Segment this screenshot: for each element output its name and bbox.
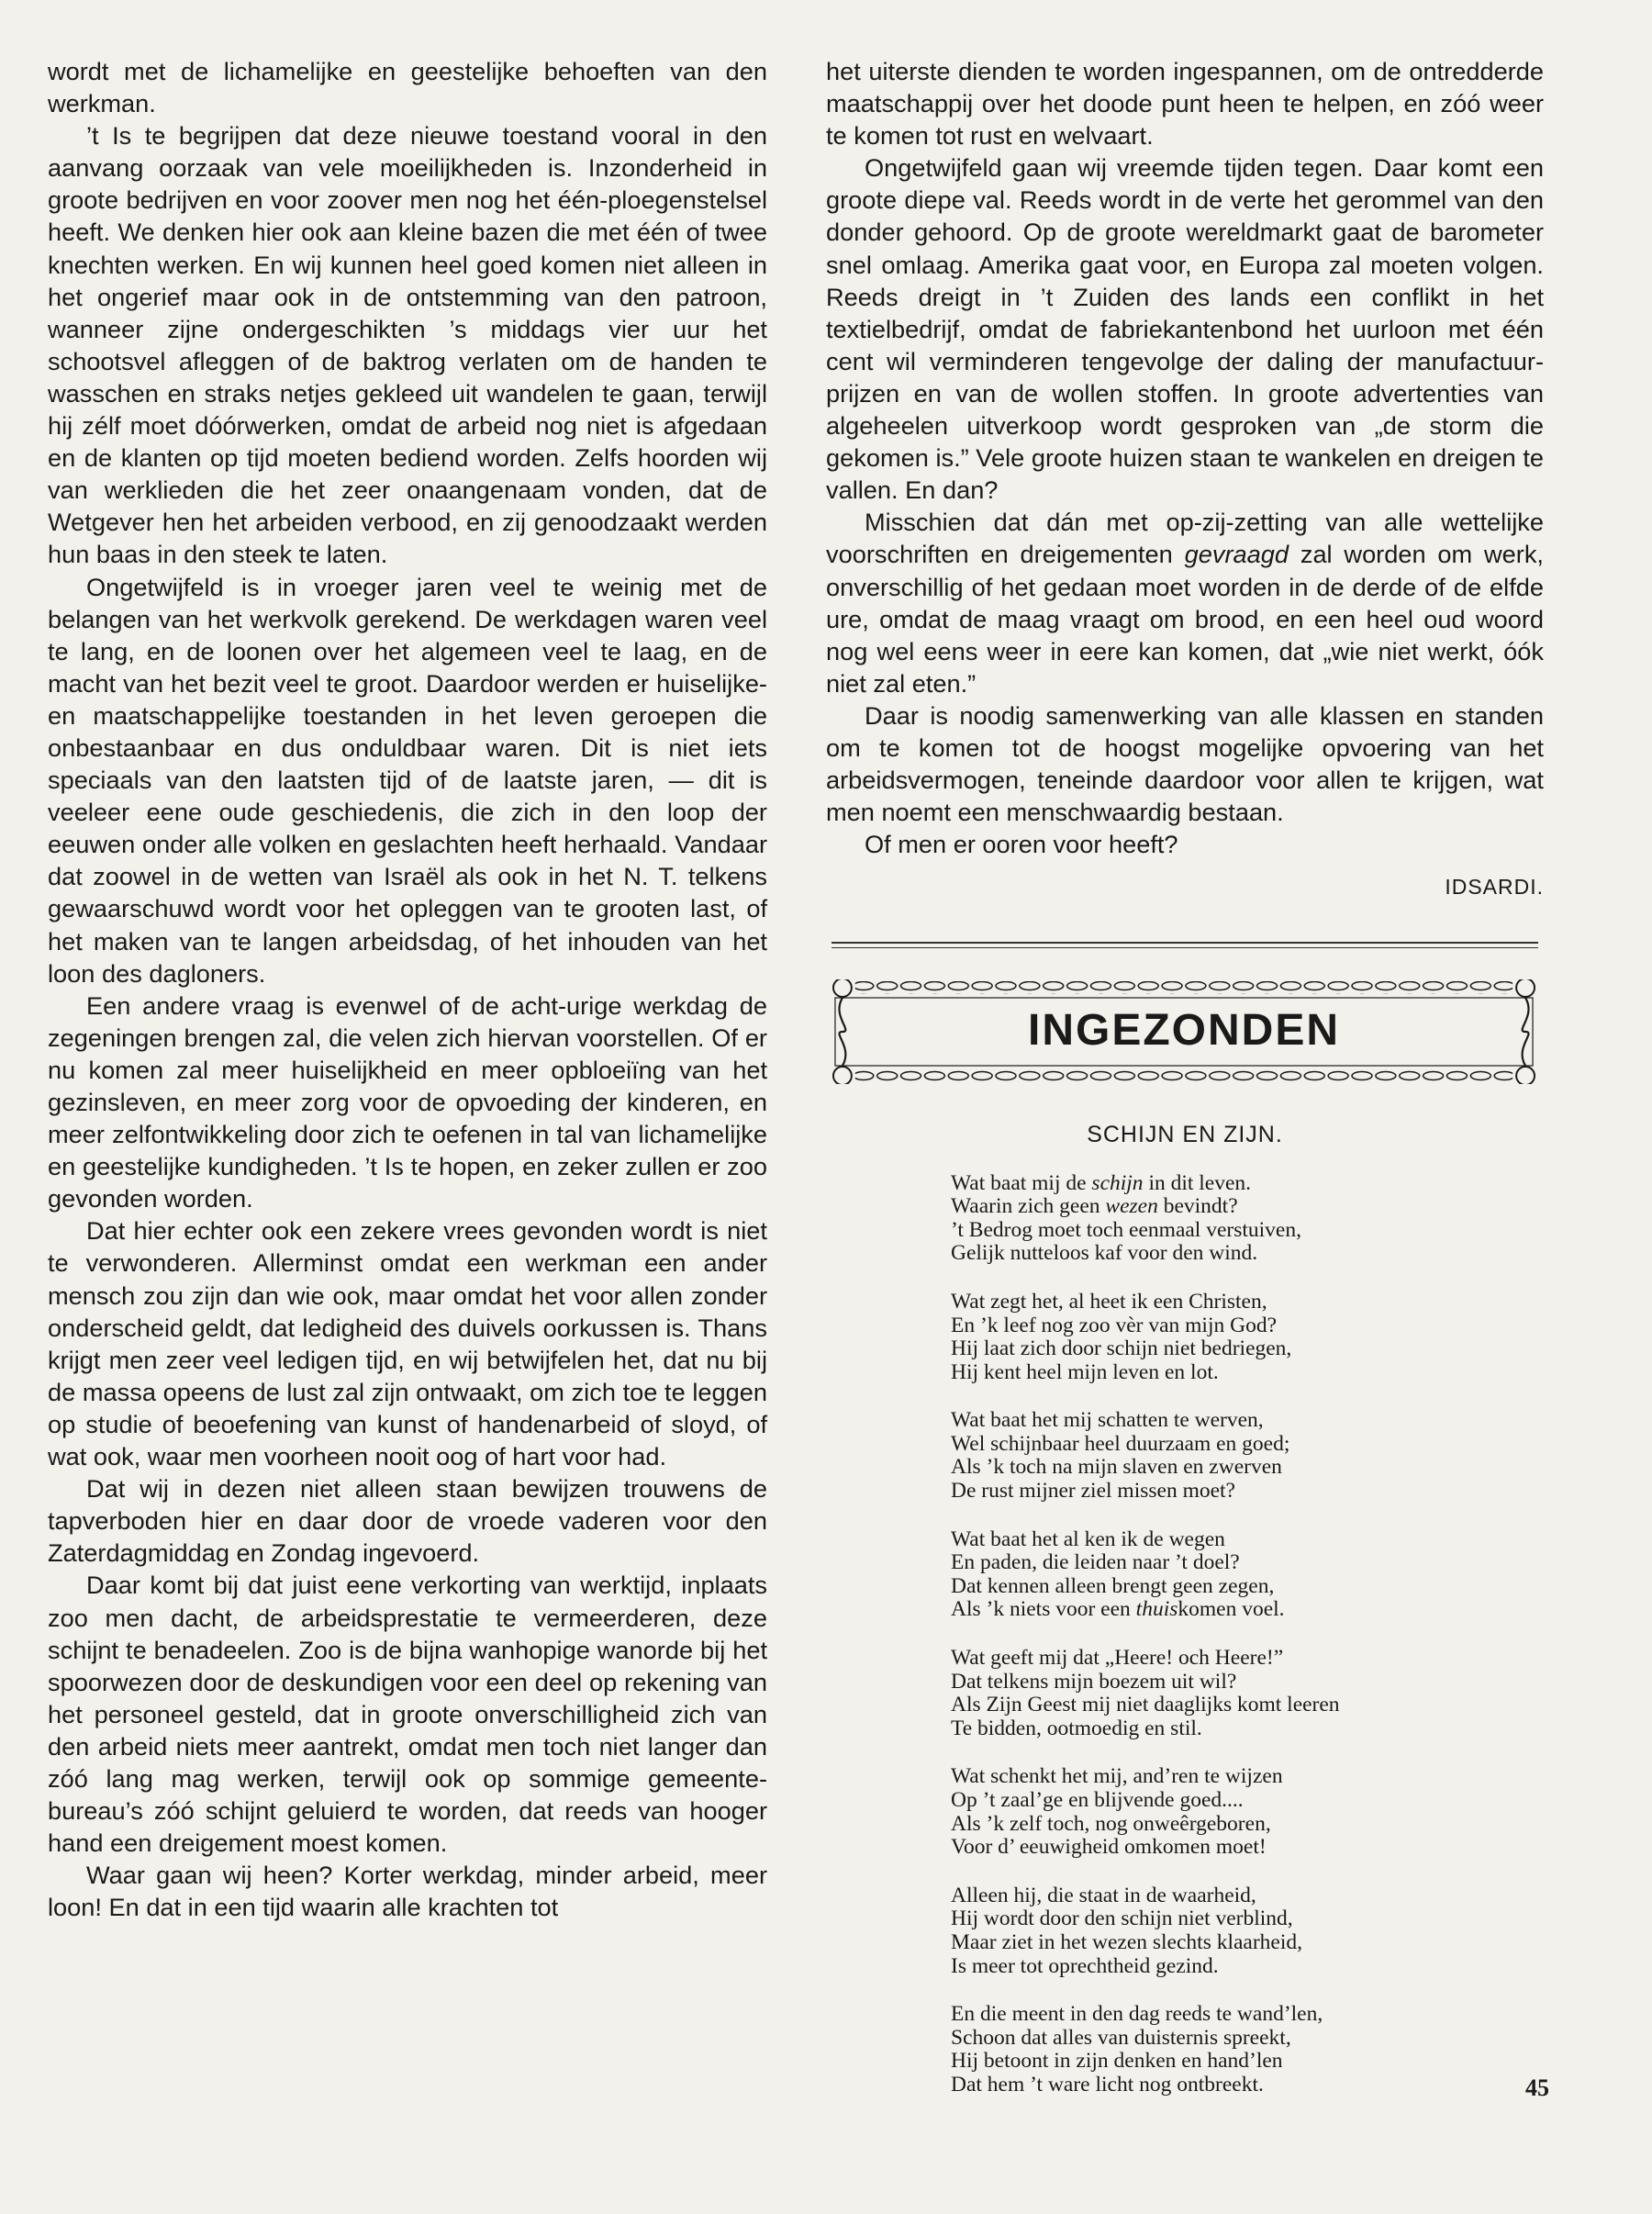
article-paragraph: Of men er ooren voor heeft? [865, 830, 1178, 859]
article-paragraph: ’t Is te begrijpen dat deze nieuwe toestand vooral in den aanvang oorzaak van vele moeilijkheden is. Inzonderheid in groote bedrijven en voor zoover men nog het één-ploegenstelsel heeft. We denken hier ook aan kleine bazen die met één of twee knechten werken. En wij kunnen heel goed komen niet alleen in het ongerief maar ook in de ontstemming van den patroon, wanneer zijne ondergeschikten ’s middags vier uur het schootsvel afleggen of de baktrog verlaten om de handen te wasschen en straks netjes gekleed uit wandelen te gaan, terwijl hij zélf moet dóórwerken, omdat de arbeid nog niet is afgedaan en de klanten op tijd moeten bediend worden. Zelfs hoorden wij van werklieden die het zeer onaangenaam vonden, dat de Wetgever hen het arbeiden verbood, en zij genoodzaakt werden hun baas in den steek te laten. [48, 121, 767, 569]
paragraph-text: zal worden om werk, onverschillig of het gedaan moet worden in de derde of de elfde ure, omdat de maag vraagt om brood, en een heel oud woord nog wel eens weer in eere kan komen, dat „wie niet werkt, óók niet zal eten.” [826, 540, 1544, 698]
author-signature: IDSARDI. [1445, 875, 1544, 900]
emphasized-word: wezen [1105, 1194, 1158, 1219]
poem-line [951, 1907, 1544, 1931]
poem-line [951, 1551, 1544, 1575]
poem-line [951, 1598, 1544, 1622]
poem-text: Schoon dat alles van duisternis spreekt, [951, 2025, 1291, 2050]
poem-text: in dit leven. [1143, 1170, 1252, 1195]
poem-text: Alleen hij, die staat in de waarheid, [951, 1883, 1256, 1907]
poem-line [951, 1195, 1544, 1219]
poem-line [951, 1433, 1544, 1457]
poem-line [951, 1671, 1544, 1694]
poem-line [951, 2003, 1544, 2027]
poem-line [951, 1314, 1544, 1338]
poem-line [951, 1694, 1544, 1717]
article-paragraph: wordt met de lichamelijke en geestelijke behoeften van den werkman. [48, 57, 767, 118]
left-article-column [48, 55, 767, 1923]
page-number: 45 [1525, 2074, 1549, 2101]
article-paragraph: Dat hier echter ook een zekere vrees gevonden wordt is niet te verwonderen. Allerminst omdat een werkman een ander mensch zou zijn dan wie ook, maar omdat het voor allen zonder onderscheid geldt, dat ledigheid des duivels oorkussen is. Thans krijgt men zeer veel ledigen tijd, en wij betwijfelen het, dat nu bij de massa opeens de lust zal zijn ontwaakt, om zich toe te leggen op studie of beoefening van kunst of handenarbeid of sloyd, of wat ook, waar men voorheen nooit oog of hart voor had. [48, 1216, 767, 1471]
poem-text: ’t Bedrog moet toch eenmaal verstuiven, [951, 1217, 1301, 1242]
article-paragraph: Ongetwijfeld gaan wij vreemde tijden tegen. Daar komt een groote diepe val. Reeds wordt in de verte het gerommel van den donder gehoord. Op de groote wereldmarkt gaat de barometer snel omlaag. Amerika gaat voor, en Europa zal moeten volgen. Reeds dreigt in ’t Zuiden des lands een conflikt in het textielbedrijf, omdat de fabriekantenbond het uurloon met één cent wil verminderen tengevolge der daling der manufactuur-prijzen en van de wollen stoffen. In groote advertenties van algeheelen uitverkoop wordt gesproken van „de storm die gekomen is.” Vele groote huizen staan te wankelen en dreigen te vallen. En dan? [826, 153, 1544, 505]
poem-text: Is meer tot oprechtheid gezind. [951, 1953, 1219, 1978]
poem-line [951, 2050, 1544, 2074]
poem-line [951, 1291, 1544, 1314]
article-paragraph: Waar gaan wij heen? Korter werkdag, minder arbeid, meer loon! En dat in een tijd waarin alle krachten tot [48, 1861, 767, 1922]
poem-line [951, 1242, 1544, 1266]
poem-line [951, 1575, 1544, 1599]
poem-text: Wat zegt het, al heet ik een Christen, [951, 1289, 1267, 1314]
poem-text: En ’k leef nog zoo vèr van mijn God? [951, 1313, 1278, 1337]
poem-line [951, 1528, 1544, 1552]
article-paragraph: het uiterste dienden te worden ingespannen, om de ontredderde maatschappij over het doode punt heen te helpen, en zóó weer te komen tot rust en welvaart. [826, 57, 1544, 151]
poem-stanza [951, 1409, 1544, 1503]
poem-line [951, 1480, 1544, 1504]
poem-text: Wel schijnbaar heel duurzaam en goed; [951, 1431, 1290, 1456]
poem-stanza [951, 1765, 1544, 1859]
emphasized-word: schijn [1091, 1170, 1144, 1195]
poem-line [951, 1955, 1544, 1979]
poem-line [951, 1884, 1544, 1908]
poem-text: Maar ziet in het wezen slechts klaarheid, [951, 1929, 1303, 1954]
poem-stanza [951, 1647, 1544, 1740]
poem-stanza [951, 2003, 1544, 2097]
poem-line [951, 1717, 1544, 1741]
paragraph-text: Misschien dat dán met op-zij-zetting van alle wettelijke voorschriften en dreigementen [826, 508, 1544, 569]
poem-line [951, 1836, 1544, 1860]
emphasized-word: thuis [1135, 1597, 1178, 1622]
poem-line [951, 1409, 1544, 1433]
poem-text: Wat schenkt het mij, and’ren te wijzen [951, 1764, 1283, 1789]
poem-line [951, 1172, 1544, 1196]
poem-stanza [951, 1528, 1544, 1622]
poem-line [951, 1337, 1544, 1361]
poem-line [951, 1931, 1544, 1955]
poem-text: Hij wordt door den schijn niet verblind, [951, 1906, 1293, 1931]
article-paragraph: Een andere vraag is evenwel of de acht-urige werkdag de zegeningen brengen zal, die velen zich hiervan voorstellen. Of er nu komen zal meer huiselijkheid en meer opbloeiïng van het gezinsleven, en meer zorg voor de opvoeding der kinderen, en meer zelfontwikkeling door zich te oefenen in tal van lichamelijke en geestelijke kundigheden. ’t Is te hopen, en zeker zullen er zoo gevonden worden. [48, 990, 767, 1213]
poem-text: Wat baat het al ken ik de wegen [951, 1526, 1225, 1551]
poem-line [951, 1456, 1544, 1480]
emphasized-word: gevraagd [1184, 540, 1289, 569]
poem-text: En die meent in den dag reeds te wand’len, [951, 2002, 1323, 2027]
poem-stanza [951, 1291, 1544, 1384]
poem-text: Wat baat mij de [951, 1170, 1092, 1195]
poem-text: Als ’k zelf toch, nog onweêrgeboren, [951, 1811, 1271, 1836]
article-paragraph [826, 506, 1544, 699]
poem-line [951, 1647, 1544, 1671]
poem-body [951, 1172, 1544, 2097]
poem-text: Als ’k toch na mijn slaven en zwerven [951, 1455, 1282, 1480]
poem-line [951, 1361, 1544, 1385]
section-title: INGEZONDEN [1027, 1006, 1340, 1056]
poem-text: Hij laat zich door schijn niet bedriegen, [951, 1336, 1292, 1361]
poem-text: Dat hem ’t ware licht nog ontbreekt. [951, 2072, 1264, 2097]
poem-line [951, 1789, 1544, 1813]
poem-text: Als Zijn Geest mij niet daaglijks komt leeren [951, 1693, 1340, 1717]
section-divider [832, 942, 1538, 944]
right-article-column [826, 55, 1544, 2122]
article-paragraph: Ongetwijfeld is in vroeger jaren veel te weinig met de belangen van het werkvolk gerekend. De werkdagen waren veel te lang, en de loonen over het algemeen veel te laag, en de macht van het bezit veel te groot. Daardoor werden er huiselijke- en maatschappelijke toestanden in het leven geroepen die onbestaanbaar en dus onduldbaar waren. Dit is niet iets speciaals van den laatsten tijd of de laatste jaren, — dit is veeleer eene oude geschiedenis, die zich in den loop der eeuwen onder alle volken en geslachten heeft herhaald. Vandaar dat zoowel in de wetten van Israël als ook in het N. T. telkens gewaarschuwd wordt voor het opleggen van te grooten last, of het maken van te langen arbeidsdag, of het inhouden van het loon des dagloners. [48, 572, 767, 988]
poem-text: Dat telkens mijn boezem uit wil? [951, 1669, 1237, 1694]
poem-text: komen voel. [1178, 1597, 1285, 1622]
poem-title: SCHIJN EN ZIJN. [1087, 1122, 1283, 1148]
poem-line [951, 1219, 1544, 1243]
poem-text: Hij kent heel mijn leven en lot. [951, 1359, 1219, 1384]
article-paragraph: Daar komt bij dat juist eene verkorting van werktijd, inplaats zoo men dacht, de arbeidsprestatie te vermeerderen, deze schijnt te benadeelen. Zoo is de bijna wanhopige wanorde bij het spoorwezen door de deskundigen voor een deel op rekening van het personeel gesteld, dat in groote onverschilligheid zich van den arbeid niets meer aantrekt, omdat men toch niet langer dan zóó lang mag werken, terwijl ook op sommige gemeente-bureau’s zóó schijnt geluierd te worden, dat reeds van hooger hand een dreigement moest komen. [48, 1571, 767, 1858]
poem-text: Dat kennen alleen brengt geen zegen, [951, 1573, 1275, 1598]
poem-text: Hij betoont in zijn denken en hand’len [951, 2049, 1283, 2074]
poem-text: Als ’k niets voor een [951, 1597, 1136, 1622]
poem-text: Op ’t zaal’ge en blijvende goed.... [951, 1788, 1244, 1812]
poem-text: Te bidden, ootmoedig en stil. [951, 1716, 1202, 1740]
article-paragraph: Dat wij in dezen niet alleen staan bewijzen trouwens de tapverboden hier en daar door de vroede vaderen voor den Zaterdagmiddag en Zondag ingevoerd. [48, 1474, 767, 1568]
section-divider-thin [832, 947, 1538, 948]
poem-line [951, 1765, 1544, 1789]
poem-line [951, 2027, 1544, 2051]
poem-stanza [951, 1172, 1544, 1266]
poem-text: De rust mijner ziel missen moet? [951, 1479, 1235, 1504]
right-paragraphs [826, 55, 1544, 860]
article-paragraph: Daar is noodig samenwerking van alle klassen en standen om te komen tot de hoogst mogelijke opvoering van het arbeidsvermogen, teneinde daardoor voor allen te krijgen, wat men noemt een menschwaardig bestaan. [826, 700, 1544, 827]
poem-text: Wat baat het mij schatten te werven, [951, 1408, 1264, 1433]
poem-text: Voor d’ eeuwigheid omkomen moet! [951, 1835, 1267, 1860]
ingezonden-banner [828, 979, 1540, 1084]
poem-stanza [951, 1884, 1544, 1978]
poem-text: Gelijk nutteloos kaf voor den wind. [951, 1241, 1258, 1266]
poem-line [951, 2074, 1544, 2097]
poem-text: Wat geeft mij dat „Heere! och Heere!” [951, 1646, 1284, 1671]
poem-text: bevindt? [1157, 1194, 1238, 1219]
poem-line [951, 1813, 1544, 1837]
poem-text: Waarin zich geen [951, 1194, 1106, 1219]
poem-text: En paden, die leiden naar ’t doel? [951, 1550, 1240, 1575]
